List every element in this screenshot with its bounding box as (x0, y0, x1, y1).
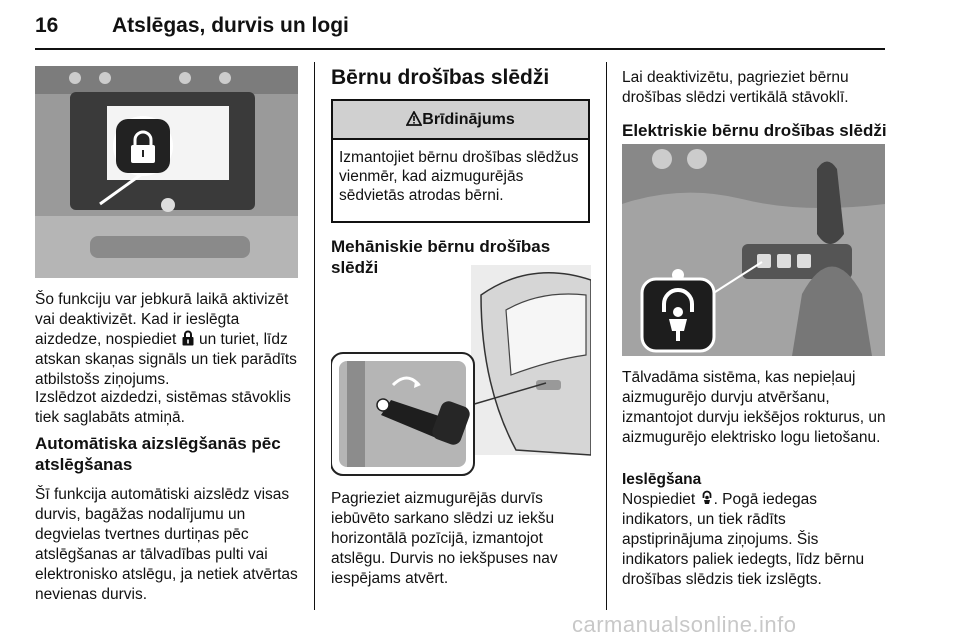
page-title: Atslēgas, durvis un logi (112, 14, 349, 37)
section-heading: Bērnu drošības slēdži (331, 66, 550, 89)
paragraph: Tālvadāma sistēma, kas nepieļauj aizmugurējo durvju atvēršanu, izmantojot durvju iekšējos rokturus, un aizmugurējo elektrisko logu lietošanu. (622, 369, 886, 446)
paragraph: Šī funkcija automātiski aizslēdz visas durvis, bagāžas nodalījumu un degvielas tvertnes durtiņas pēc atslēgšanas ar tālvadības pulti vai elektronisko atslēgu, ja netiek atvērtas nevienas durvis. (35, 486, 298, 603)
paragraph: Lai deaktivizētu, pagrieziet bērnu drošības slēdzi vertikālā stāvoklī. (622, 69, 849, 106)
section-heading: Automātiska aizslēgšanās pēc atslēgšanas (35, 434, 281, 474)
door-child-lock-figure (331, 265, 591, 477)
column-divider (606, 62, 607, 610)
subsection-label: Ieslēgšana (622, 471, 702, 488)
warning-text: Izmantojiet bērnu drošības slēdžus vienmēr, kad aizmugurējās sēdvietās atrodas bērni. (339, 149, 579, 204)
paragraph: Šo funkciju var jebkurā laikā aktivizēt vai deaktivizēt. Kad ir ieslēgta aizdedze, nospiediet un turiet, līdz atskan skaņas signāls un tiek parādīts atbilstošs ziņojums. (35, 291, 297, 388)
warning-box (331, 99, 590, 223)
watermark: carmanualsonline.info (572, 612, 797, 637)
paragraph: Izslēdzot aizdedzi, sistēmas stāvoklis tiek saglabāts atmiņā. (35, 389, 291, 426)
dashboard-lock-figure (35, 66, 298, 278)
lock-icon (181, 330, 195, 346)
warning-header: Brīdinājums (333, 101, 588, 140)
electric-child-lock-figure (622, 144, 885, 356)
child-lock-icon (700, 490, 714, 506)
section-heading: Elektriskie bērnu drošības slēdži (622, 121, 887, 140)
header-rule (35, 48, 885, 50)
warning-triangle-icon (406, 111, 422, 126)
paragraph: Nospiediet . Pogā iedegas indikators, un tiek rādīts apstiprinājuma ziņojums. Šis indikators paliek iedegts, līdz bērnu drošības slēdzis tiek izslēgts. (622, 491, 865, 588)
page-number: 16 (35, 14, 59, 37)
paragraph: Pagrieziet aizmugurējās durvīs iebūvēto sarkano slēdzi uz iekšu horizontālā pozīcijā, izmantojot atslēgu. Durvis no iekšpuses nav iespējams atvērt. (331, 490, 558, 587)
page-header (0, 0, 885, 46)
column-divider (314, 62, 315, 610)
subsection-heading: Mehāniskie bērnu drošības slēdži (331, 237, 551, 277)
